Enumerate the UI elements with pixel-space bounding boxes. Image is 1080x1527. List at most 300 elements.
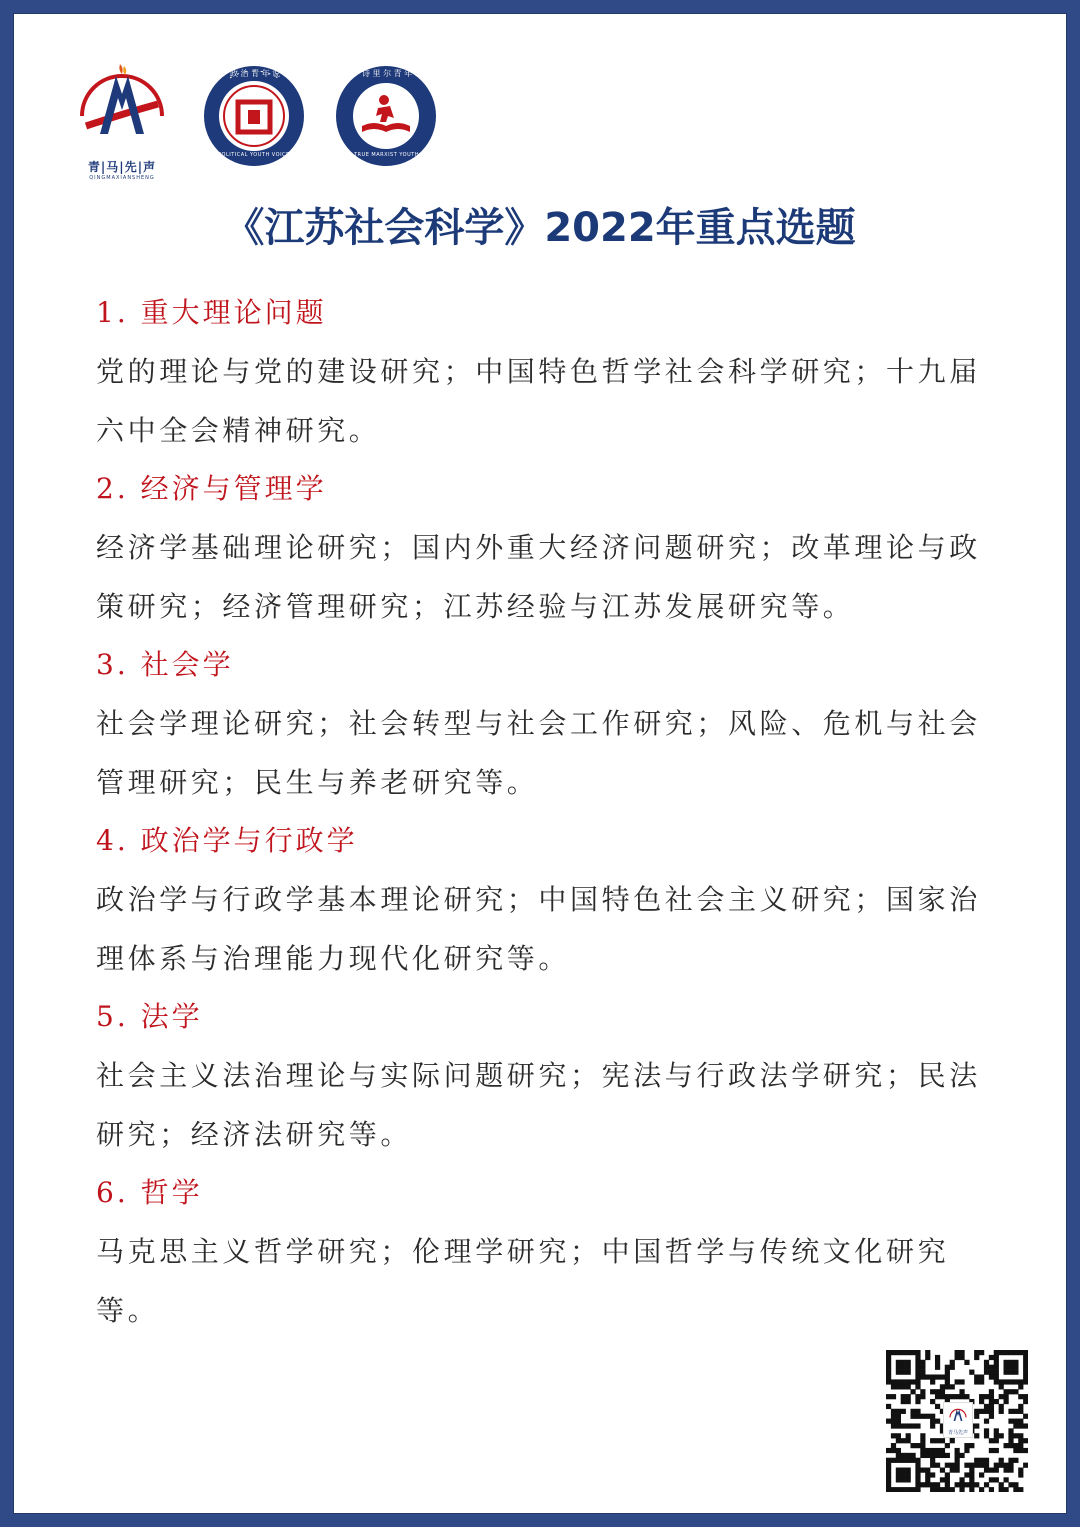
qr-module bbox=[1018, 1394, 1023, 1399]
qr-module bbox=[945, 1370, 950, 1375]
qr-module bbox=[1018, 1448, 1023, 1453]
qr-module bbox=[984, 1370, 989, 1375]
qr-module bbox=[984, 1394, 989, 1399]
qr-module bbox=[989, 1404, 994, 1409]
qr-module bbox=[989, 1365, 994, 1370]
qr-module bbox=[886, 1374, 891, 1379]
qr-module bbox=[930, 1379, 935, 1384]
qr-module bbox=[906, 1433, 911, 1438]
qr-module bbox=[1018, 1468, 1023, 1473]
qr-module bbox=[994, 1355, 999, 1360]
qr-module bbox=[945, 1472, 950, 1477]
qingma-logo-icon bbox=[72, 54, 172, 154]
qr-module bbox=[886, 1370, 891, 1375]
qr-module bbox=[1023, 1379, 1028, 1384]
qr-module bbox=[1008, 1428, 1013, 1433]
qr-module bbox=[984, 1365, 989, 1370]
qr-module bbox=[979, 1374, 984, 1379]
qr-module bbox=[979, 1350, 984, 1355]
qr-module bbox=[945, 1443, 950, 1448]
qr-module bbox=[935, 1453, 940, 1458]
qr-module bbox=[959, 1453, 964, 1458]
qr-module bbox=[940, 1448, 945, 1453]
qr-module bbox=[920, 1443, 925, 1448]
qr-module bbox=[994, 1468, 999, 1473]
qr-module bbox=[989, 1409, 994, 1414]
qr-module bbox=[915, 1458, 920, 1463]
qr-module bbox=[999, 1394, 1004, 1399]
section-title: 6. 哲学 bbox=[96, 1176, 203, 1209]
qr-module bbox=[891, 1458, 896, 1463]
qr-module bbox=[935, 1463, 940, 1468]
qr-module bbox=[935, 1448, 940, 1453]
qr-module bbox=[1013, 1458, 1018, 1463]
qr-module bbox=[959, 1379, 964, 1384]
qr-module bbox=[974, 1355, 979, 1360]
qr-module bbox=[959, 1350, 964, 1355]
qr-module bbox=[910, 1409, 915, 1414]
qr-module bbox=[945, 1384, 950, 1389]
marxist-youth-bottom-text: TRUE MARXIST YOUTH bbox=[354, 152, 420, 158]
qr-module bbox=[989, 1374, 994, 1379]
qr-module bbox=[994, 1438, 999, 1443]
qr-module bbox=[896, 1379, 901, 1384]
qr-module bbox=[896, 1468, 901, 1473]
qr-module bbox=[989, 1370, 994, 1375]
qr-module bbox=[906, 1350, 911, 1355]
qr-module bbox=[906, 1472, 911, 1477]
qr-module bbox=[1018, 1379, 1023, 1384]
qr-module bbox=[1013, 1365, 1018, 1370]
qr-module bbox=[989, 1468, 994, 1473]
qr-module bbox=[974, 1458, 979, 1463]
qr-module bbox=[906, 1423, 911, 1428]
qingma-logo-subtext: QINGMAXIANSHENG bbox=[89, 175, 155, 181]
qr-module bbox=[925, 1472, 930, 1477]
qr-module bbox=[901, 1360, 906, 1365]
qr-module bbox=[906, 1370, 911, 1375]
qr-module bbox=[955, 1468, 960, 1473]
section-title: 3. 社会学 bbox=[96, 648, 234, 681]
qr-module bbox=[1013, 1350, 1018, 1355]
qr-module bbox=[989, 1477, 994, 1482]
topic-section-4 bbox=[96, 812, 996, 988]
qr-module bbox=[1023, 1399, 1028, 1404]
qr-module bbox=[1023, 1370, 1028, 1375]
qr-module bbox=[901, 1477, 906, 1482]
section-title: 1. 重大理论问题 bbox=[96, 296, 327, 329]
qr-module bbox=[920, 1433, 925, 1438]
qr-module bbox=[945, 1374, 950, 1379]
qr-module bbox=[915, 1472, 920, 1477]
qr-module bbox=[1018, 1433, 1023, 1438]
qr-module bbox=[901, 1399, 906, 1404]
qr-center-logo bbox=[943, 1402, 973, 1438]
qr-module bbox=[1013, 1360, 1018, 1365]
topic-list bbox=[96, 284, 996, 1340]
qr-module bbox=[906, 1384, 911, 1389]
political-youth-top-text: 政 治 青 年 说 bbox=[230, 69, 281, 78]
topic-section-6 bbox=[96, 1164, 996, 1340]
qr-module bbox=[994, 1379, 999, 1384]
qr-module bbox=[930, 1458, 935, 1463]
qr-module bbox=[915, 1414, 920, 1419]
qr-module bbox=[1008, 1350, 1013, 1355]
qr-module bbox=[979, 1379, 984, 1384]
section-body: 经济学基础理论研究；国内外重大经济问题研究；改革理论与政策研究；经济管理研究；江苏经验与江苏发展研究等。 bbox=[96, 531, 981, 623]
marxist-youth-logo bbox=[334, 64, 438, 168]
page-title: 《江苏社会科学》2022年重点选题 bbox=[224, 205, 856, 251]
qr-module bbox=[925, 1350, 930, 1355]
qr-module bbox=[915, 1477, 920, 1482]
qr-module bbox=[1004, 1389, 1009, 1394]
qr-module bbox=[886, 1463, 891, 1468]
qr-module bbox=[984, 1360, 989, 1365]
qr-module bbox=[901, 1409, 906, 1414]
qr-module bbox=[1013, 1482, 1018, 1487]
qr-module bbox=[999, 1350, 1004, 1355]
page bbox=[14, 14, 1066, 1513]
qr-module bbox=[925, 1414, 930, 1419]
qr-module bbox=[896, 1472, 901, 1477]
qr-module bbox=[1004, 1477, 1009, 1482]
qr-module bbox=[891, 1487, 896, 1492]
qr-module bbox=[940, 1487, 945, 1492]
qr-module bbox=[930, 1399, 935, 1404]
qr-module bbox=[1013, 1379, 1018, 1384]
qr-module bbox=[969, 1370, 974, 1375]
topic-section-3 bbox=[96, 636, 996, 812]
qr-module bbox=[950, 1394, 955, 1399]
qr-module bbox=[974, 1482, 979, 1487]
qr-module bbox=[955, 1463, 960, 1468]
qr-module bbox=[920, 1360, 925, 1365]
qr-module bbox=[891, 1394, 896, 1399]
qr-module bbox=[930, 1453, 935, 1458]
qr-code[interactable] bbox=[886, 1350, 1028, 1492]
qr-module bbox=[994, 1463, 999, 1468]
qr-module bbox=[1004, 1399, 1009, 1404]
qr-module bbox=[999, 1458, 1004, 1463]
qr-module bbox=[906, 1379, 911, 1384]
qr-module bbox=[999, 1409, 1004, 1414]
section-title: 5. 法学 bbox=[96, 1000, 203, 1033]
qr-module bbox=[935, 1419, 940, 1424]
qr-module bbox=[974, 1379, 979, 1384]
qr-module bbox=[989, 1487, 994, 1492]
qr-module bbox=[886, 1350, 891, 1355]
qr-module bbox=[1008, 1443, 1013, 1448]
qr-module bbox=[945, 1463, 950, 1468]
qr-module bbox=[1004, 1370, 1009, 1375]
qr-module bbox=[994, 1365, 999, 1370]
qr-module bbox=[906, 1468, 911, 1473]
qr-module bbox=[940, 1468, 945, 1473]
qr-module bbox=[984, 1428, 989, 1433]
qr-module bbox=[935, 1360, 940, 1365]
qr-module bbox=[1004, 1487, 1009, 1492]
qr-module bbox=[901, 1487, 906, 1492]
qr-module bbox=[964, 1472, 969, 1477]
qr-module bbox=[886, 1468, 891, 1473]
qr-module bbox=[1004, 1468, 1009, 1473]
qr-module bbox=[915, 1468, 920, 1473]
qr-module bbox=[1008, 1365, 1013, 1370]
qr-module bbox=[955, 1355, 960, 1360]
qr-module bbox=[915, 1355, 920, 1360]
qr-module bbox=[910, 1379, 915, 1384]
qr-module bbox=[1018, 1404, 1023, 1409]
qr-module bbox=[984, 1404, 989, 1409]
qr-module bbox=[1018, 1419, 1023, 1424]
qr-module bbox=[955, 1350, 960, 1355]
qr-module bbox=[974, 1423, 979, 1428]
topic-section-2 bbox=[96, 460, 996, 636]
qr-module bbox=[979, 1458, 984, 1463]
qr-module bbox=[925, 1355, 930, 1360]
qr-module bbox=[915, 1487, 920, 1492]
qr-module bbox=[1018, 1423, 1023, 1428]
qr-module bbox=[906, 1487, 911, 1492]
qr-module bbox=[901, 1472, 906, 1477]
qr-module bbox=[1008, 1438, 1013, 1443]
qr-module bbox=[1023, 1414, 1028, 1419]
qr-module bbox=[920, 1414, 925, 1419]
qr-module bbox=[935, 1389, 940, 1394]
qr-module bbox=[891, 1419, 896, 1424]
qr-module bbox=[955, 1482, 960, 1487]
qr-module bbox=[930, 1389, 935, 1394]
qr-module bbox=[901, 1370, 906, 1375]
qr-module bbox=[959, 1477, 964, 1482]
qr-module bbox=[945, 1453, 950, 1458]
qr-module bbox=[886, 1419, 891, 1424]
qr-module bbox=[901, 1453, 906, 1458]
qr-module bbox=[979, 1399, 984, 1404]
qr-module bbox=[896, 1360, 901, 1365]
qr-module bbox=[989, 1355, 994, 1360]
qr-module bbox=[1018, 1409, 1023, 1414]
qr-module bbox=[979, 1463, 984, 1468]
qr-module bbox=[1004, 1350, 1009, 1355]
qr-module bbox=[886, 1477, 891, 1482]
qr-module bbox=[901, 1365, 906, 1370]
qr-module bbox=[915, 1394, 920, 1399]
qr-module bbox=[964, 1482, 969, 1487]
qr-module bbox=[1008, 1379, 1013, 1384]
qr-module bbox=[935, 1482, 940, 1487]
qr-module bbox=[940, 1453, 945, 1458]
qr-module bbox=[891, 1414, 896, 1419]
qr-module bbox=[1013, 1370, 1018, 1375]
qr-module bbox=[886, 1365, 891, 1370]
qr-module bbox=[964, 1463, 969, 1468]
qr-module bbox=[999, 1384, 1004, 1389]
qr-module bbox=[891, 1409, 896, 1414]
qr-module bbox=[920, 1394, 925, 1399]
qr-module bbox=[915, 1443, 920, 1448]
qr-module bbox=[886, 1458, 891, 1463]
qr-module bbox=[1018, 1438, 1023, 1443]
qr-module bbox=[984, 1482, 989, 1487]
qr-module bbox=[915, 1370, 920, 1375]
qr-module bbox=[989, 1448, 994, 1453]
qr-module bbox=[896, 1433, 901, 1438]
qr-module bbox=[984, 1409, 989, 1414]
qr-module bbox=[940, 1384, 945, 1389]
qr-module bbox=[925, 1468, 930, 1473]
qr-module bbox=[920, 1374, 925, 1379]
qr-module bbox=[999, 1482, 1004, 1487]
section-body: 党的理论与党的建设研究；中国特色哲学社会科学研究；十九届六中全会精神研究。 bbox=[96, 355, 981, 447]
qr-module bbox=[945, 1365, 950, 1370]
qr-module bbox=[1008, 1389, 1013, 1394]
qr-module bbox=[950, 1487, 955, 1492]
qr-module bbox=[915, 1360, 920, 1365]
qr-module bbox=[959, 1482, 964, 1487]
qr-module bbox=[1008, 1463, 1013, 1468]
qr-module bbox=[940, 1477, 945, 1482]
qr-module bbox=[955, 1453, 960, 1458]
qr-module bbox=[1018, 1384, 1023, 1389]
qr-module bbox=[1023, 1438, 1028, 1443]
qr-module bbox=[896, 1477, 901, 1482]
qr-module bbox=[906, 1365, 911, 1370]
qr-module bbox=[920, 1448, 925, 1453]
qr-module bbox=[915, 1423, 920, 1428]
qr-module bbox=[906, 1477, 911, 1482]
qr-module bbox=[994, 1370, 999, 1375]
qr-module bbox=[935, 1374, 940, 1379]
section-title: 2. 经济与管理学 bbox=[96, 472, 327, 505]
qr-module bbox=[974, 1463, 979, 1468]
political-youth-bottom-text: POLITICAL YOUTH VOICE bbox=[218, 152, 290, 158]
qr-module bbox=[886, 1448, 891, 1453]
qr-module bbox=[925, 1482, 930, 1487]
qr-module bbox=[906, 1399, 911, 1404]
qr-module bbox=[930, 1423, 935, 1428]
qr-module bbox=[925, 1453, 930, 1458]
qr-module bbox=[1013, 1409, 1018, 1414]
qr-module bbox=[906, 1360, 911, 1365]
qr-module bbox=[969, 1482, 974, 1487]
qr-module bbox=[935, 1438, 940, 1443]
qr-module bbox=[915, 1482, 920, 1487]
qr-module bbox=[910, 1350, 915, 1355]
qr-module bbox=[1023, 1365, 1028, 1370]
qr-module bbox=[959, 1394, 964, 1399]
qr-module bbox=[950, 1463, 955, 1468]
qr-module bbox=[920, 1453, 925, 1458]
qr-module bbox=[910, 1487, 915, 1492]
section-body: 社会主义法治理论与实际问题研究；宪法与行政法学研究；民法研究；经济法研究等。 bbox=[96, 1059, 981, 1151]
qr-module bbox=[994, 1428, 999, 1433]
qr-module bbox=[920, 1370, 925, 1375]
qr-module bbox=[1008, 1409, 1013, 1414]
qr-module bbox=[979, 1409, 984, 1414]
qingma-logo-icon bbox=[947, 1405, 969, 1425]
qr-module bbox=[969, 1472, 974, 1477]
qr-module bbox=[935, 1365, 940, 1370]
qr-module bbox=[969, 1487, 974, 1492]
qr-module bbox=[945, 1482, 950, 1487]
qr-module bbox=[1023, 1448, 1028, 1453]
qr-module bbox=[955, 1379, 960, 1384]
qr-module bbox=[915, 1379, 920, 1384]
qr-module bbox=[920, 1365, 925, 1370]
qr-module bbox=[920, 1438, 925, 1443]
qr-module bbox=[999, 1463, 1004, 1468]
qr-module bbox=[886, 1404, 891, 1409]
section-title: 4. 政治学与行政学 bbox=[96, 824, 358, 857]
qr-module bbox=[974, 1409, 979, 1414]
qr-module bbox=[891, 1384, 896, 1389]
qr-module bbox=[945, 1394, 950, 1399]
qr-module bbox=[891, 1423, 896, 1428]
qr-module bbox=[989, 1394, 994, 1399]
qr-module bbox=[891, 1433, 896, 1438]
qr-module bbox=[969, 1468, 974, 1473]
qr-module bbox=[896, 1350, 901, 1355]
qr-module bbox=[1023, 1360, 1028, 1365]
qr-module bbox=[1018, 1350, 1023, 1355]
qr-module bbox=[959, 1487, 964, 1492]
qr-module bbox=[989, 1389, 994, 1394]
qr-module bbox=[1013, 1433, 1018, 1438]
qr-module bbox=[896, 1414, 901, 1419]
qr-module bbox=[950, 1360, 955, 1365]
qr-module bbox=[935, 1404, 940, 1409]
qr-module bbox=[930, 1463, 935, 1468]
qr-module bbox=[901, 1458, 906, 1463]
qr-module bbox=[901, 1423, 906, 1428]
qr-module bbox=[896, 1458, 901, 1463]
qr-module bbox=[1013, 1443, 1018, 1448]
qr-module bbox=[896, 1409, 901, 1414]
qr-module bbox=[994, 1360, 999, 1365]
qr-module bbox=[1013, 1419, 1018, 1424]
topic-section-1 bbox=[96, 284, 996, 460]
qr-module bbox=[984, 1419, 989, 1424]
qr-module bbox=[886, 1355, 891, 1360]
qr-module bbox=[974, 1414, 979, 1419]
qr-module bbox=[955, 1448, 960, 1453]
qr-module bbox=[994, 1477, 999, 1482]
qr-module bbox=[901, 1384, 906, 1389]
topic-section-5 bbox=[96, 988, 996, 1164]
qr-module bbox=[1018, 1487, 1023, 1492]
qr-module bbox=[925, 1477, 930, 1482]
qr-module bbox=[1008, 1419, 1013, 1424]
qr-module bbox=[1008, 1370, 1013, 1375]
qr-module bbox=[999, 1404, 1004, 1409]
qr-module bbox=[940, 1438, 945, 1443]
qr-module bbox=[915, 1374, 920, 1379]
qr-module bbox=[1013, 1487, 1018, 1492]
qr-module bbox=[1018, 1472, 1023, 1477]
qr-center-logo-text: 青马先声 bbox=[947, 1430, 968, 1436]
qr-module bbox=[999, 1487, 1004, 1492]
qr-module bbox=[910, 1458, 915, 1463]
qr-module bbox=[1023, 1463, 1028, 1468]
qr-module bbox=[999, 1379, 1004, 1384]
qr-module bbox=[901, 1468, 906, 1473]
qr-module bbox=[920, 1468, 925, 1473]
qr-module bbox=[896, 1453, 901, 1458]
qr-module bbox=[930, 1448, 935, 1453]
qr-module bbox=[920, 1389, 925, 1394]
qr-module bbox=[1008, 1458, 1013, 1463]
